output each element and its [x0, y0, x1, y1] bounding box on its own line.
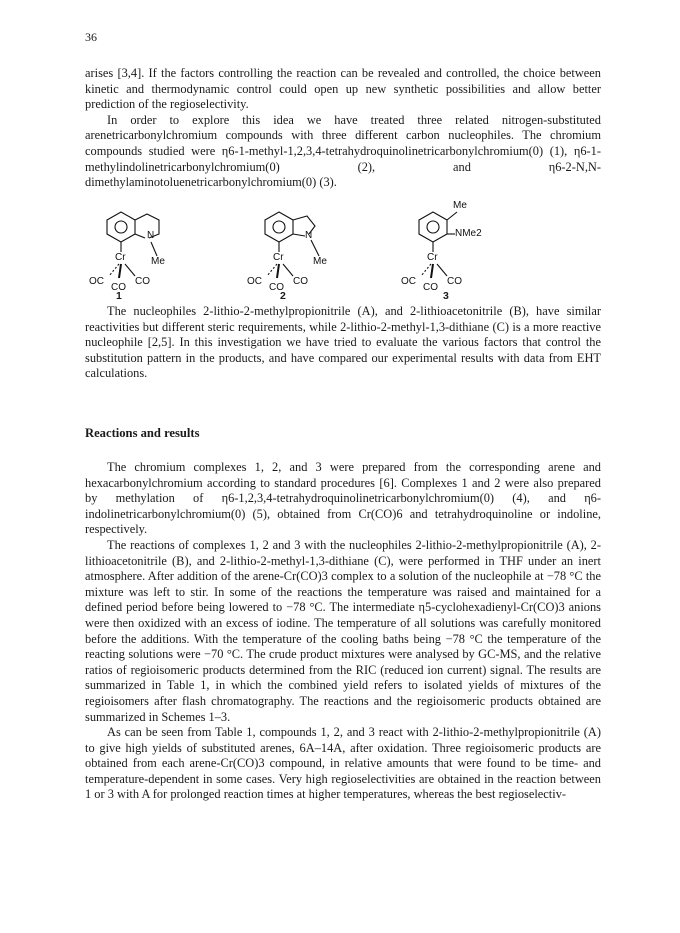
paragraph-table-results: As can be seen from Table 1, compounds 1, 2, and 3 react with 2-lithio-2-methylpropionitrile (A) to give high yields of substituted arenes, 6A–14A, after oxidation. Three regioisomeric products are obtained from each arene-Cr(CO)3 compound, in relative amounts that were found to be time- and temperature-dependent in some cases. Very high regioselectivities are obtained in the reaction between 1 or 3 with A for prolonged reaction times at higher temperatures, whereas the best regioselectiv- [85, 725, 601, 802]
label-oc-1: OC [89, 276, 104, 287]
label-co-right-3: CO [447, 276, 462, 287]
compound-number-3: 3 [443, 290, 449, 302]
label-co-center-1: CO [111, 282, 126, 293]
label-dimethylamino-3: NMe2 [455, 228, 482, 239]
label-nitrogen-1: N [147, 230, 155, 241]
paragraph-preparation: The chromium complexes 1, 2, and 3 were prepared from the corresponding arene and hexacarbonylchromium according to standard procedures [6]. Complexes 1 and 2 were also prepared by methylation of η6-1,2,3,4-tetrahydroquinolinetricarbonylchromium(0) (4), and η6-indolinetricarbonylchromium(0) (5), obtained from Cr(CO)6 and tetrahydroquinoline or indoline, respectively. [85, 460, 601, 537]
compound-number-2: 2 [280, 290, 286, 302]
label-co-center-2: CO [269, 282, 284, 293]
label-methyl-2: Me [313, 256, 327, 267]
paragraph-compounds-studied: In order to explore this idea we have treated three related nitrogen-substituted arenetricarbonylchromium compounds with three different carbon nucleophiles. The chromium compounds studied were η6-1-methyl-1,2,3,4-tetrahydroquinolinetricarbonylchromium(0) (1), η6-1-methylindolinetricarbonylchromium(0) (2), and η6-2-N,N-dimethylaminotoluenetricarbonylchromium(0) (3). [85, 112, 601, 190]
section-heading: Reactions and results [85, 426, 200, 440]
structures-drawing [85, 206, 601, 302]
label-co-center-3: CO [423, 282, 438, 293]
nucleophiles-text-block [85, 304, 601, 382]
page-number: 36 [85, 30, 97, 44]
label-oc-3: OC [401, 276, 416, 287]
intro-text-block [85, 66, 601, 191]
label-methyl-1: Me [151, 256, 165, 267]
paragraph-intro-continued: arises [3,4]. If the factors controlling the reaction can be revealed and controlled, the choice between kinetic and thermodynamic control could open up new synthetic possibilities and allow better prediction of the regioselectivity. [85, 66, 601, 112]
label-co-right-1: CO [135, 276, 150, 287]
paragraph-nucleophiles: The nucleophiles 2-lithio-2-methylpropionitrile (A), and 2-lithioacetonitrile (B), have similar reactivities but different steric requirements, while 2-lithio-2-methyl-1,3-dithiane (C) is a more reactive nucleophile [2,5]. In this investigation we have tried to evaluate the various factors that control the substitution pattern in the products, and have compared our experimental results with data from EHT calculations. [85, 304, 601, 381]
label-chromium-1: Cr [115, 252, 126, 263]
compound-number-1: 1 [116, 290, 122, 302]
label-nitrogen-2: N [305, 230, 313, 241]
label-co-right-2: CO [293, 276, 308, 287]
label-oc-2: OC [247, 276, 262, 287]
label-chromium-3: Cr [427, 252, 438, 263]
label-chromium-2: Cr [273, 252, 284, 263]
label-methyl-3: Me [453, 200, 467, 211]
chemical-structures-figure [85, 200, 601, 302]
paragraph-reactions: The reactions of complexes 1, 2 and 3 with the nucleophiles 2-lithio-2-methylpropionitrile (A), 2-lithioacetonitrile (B), and 2-lithio-2-methyl-1,3-dithiane (C), were performed in THF under an inert atmosphere. After addition of the arene-Cr(CO)3 complex to a solution of the nucleophile at −78 °C the mixture was left to stir. In some of the reactions the temperature was raised and maintained for a defined period before being lowered to −78 °C. The intermediate η5-cyclohexadienyl-Cr(CO)3 anions were then oxidized with an excess of iodine. The temperature of all solutions was carefully monitored before the additions. With the temperature of the cooling baths being −78 °C the temperature of the reacting solutions were −70 °C. The crude product mixtures were analysed by GC-MS, and the relative ratios of regioisomeric products determined from the RIC (reduced ion current) signal. The results are summarized in Table 1, in which the combined yield refers to isolated yields of mixtures of the regioisomers after flash chromatography. The reactions and the regioisomeric products obtained are summarized in Schemes 1–3. [85, 537, 601, 724]
results-text-block [85, 460, 601, 803]
